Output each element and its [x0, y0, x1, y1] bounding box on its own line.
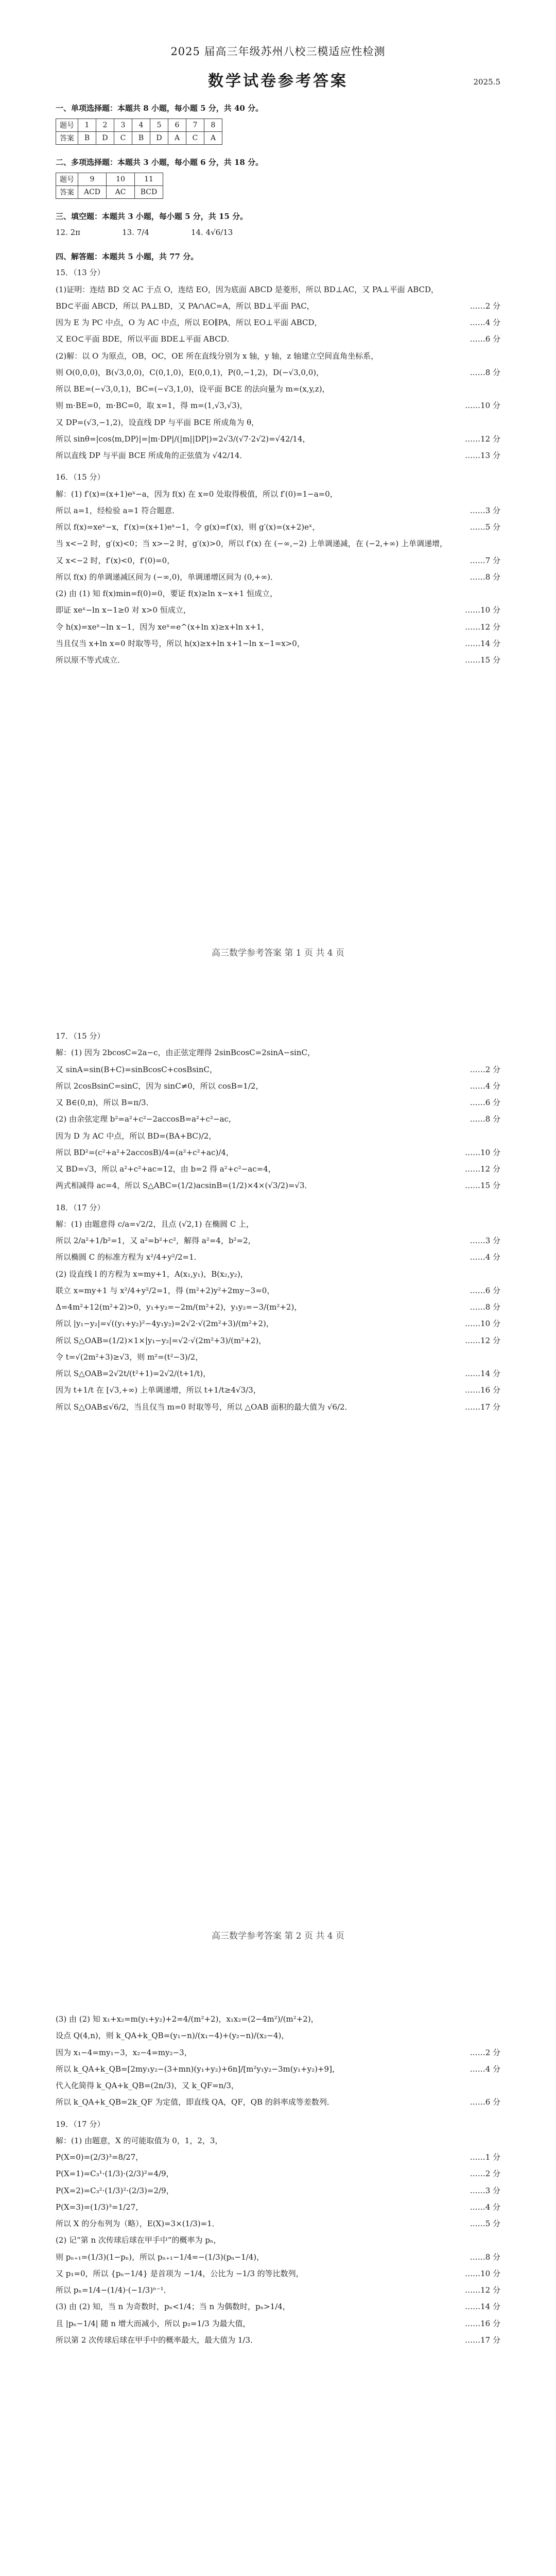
solution-text: 所以 BD²=(c²+a²+2accosB)/4=(a²+c²+ac)/4，: [56, 1147, 234, 1157]
solution-text: (3) 由 (2) 知，当 n 为奇数时，pₙ<1/4；当 n 为偶数时，pₙ>1/4，: [56, 2302, 290, 2312]
solution-line: [56, 2150, 500, 2164]
solution-text: 解：(1) 由题意得 c/a=√2/2，且点 (√2,1) 在椭圆 C 上，: [56, 1219, 254, 1229]
solution-text: 所以 f(x)=xeˣ−x，f′(x)=(x+1)eˣ−1，令 g(x)=f′(x)，则 g′(x)=(x+2)eˣ，: [56, 522, 320, 532]
page-2-content: [56, 983, 500, 1414]
solution-line: [56, 316, 500, 329]
solution-text: P(X=2)=C₃²·(1/3)²·(2/3)=2/9，: [56, 2185, 174, 2195]
solution-text: 所以 2cosBsinC=sinC，因为 sinC≠0，所以 cosB=1/2，: [56, 1081, 264, 1091]
table-cell: A: [168, 132, 186, 145]
score-marker: ……6 分: [470, 334, 500, 344]
section-1-answer-table: [56, 118, 222, 145]
score-marker: ……12 分: [465, 434, 500, 444]
solution-line: [56, 283, 500, 296]
table-cell: 6: [168, 119, 186, 132]
solution-text: 又 sinA=sin(B+C)=sinBcosC+cosBsinC，: [56, 1064, 217, 1074]
solution-text: 所以 k_QA+k_QB=2k_QF 为定值，即直线 QA，QF，QB 的斜率成等差数列．: [56, 2097, 335, 2107]
solution-line: [56, 520, 500, 534]
solution-line: [56, 1250, 500, 1264]
solution-line: [56, 332, 500, 346]
score-marker: ……15 分: [465, 655, 500, 665]
score-marker: ……8 分: [470, 367, 500, 377]
solution-line: [56, 2333, 500, 2347]
solution-text: 所以椭圆 C 的标准方程为 x²/4+y²/2=1．: [56, 1252, 202, 1262]
solution-text: 所以 S△OAB=(1/2)×1×|y₁−y₂|=√2·√(2m²+3)/(m²+2)，: [56, 1335, 267, 1345]
solution-text: 设点 Q(4,n)，则 k_QA+k_QB=(y₁−n)/(x₁−4)+(y₂−n)/(x₂−4)，: [56, 2031, 289, 2041]
solution-line: [56, 2109, 500, 2114]
solution-line: [56, 504, 500, 517]
solution-line: [56, 1367, 500, 1380]
solution-text: 所以第 2 次传球后球在甲手中的概率最大，最大值为 1/3．: [56, 2335, 258, 2345]
solution-text: 解：(1) 因为 2bcosC=2a−c，由正弦定理得 2sinBcosC=2sinA−sinC，: [56, 1048, 315, 1058]
table-cell: 答案: [56, 186, 78, 199]
table-cell: 7: [186, 119, 204, 132]
solution-text: Δ=4m²+12(m²+2)>0，y₁+y₂=−2m/(m²+2)，y₁y₂=−3/(m²+2)，: [56, 1302, 302, 1312]
score-marker: ……4 分: [470, 2064, 500, 2074]
section-2-header-row: [56, 173, 163, 186]
document-header: [56, 43, 500, 91]
score-marker: ……12 分: [465, 1164, 500, 1174]
score-marker: ……12 分: [465, 2285, 500, 2295]
solution-text: P(X=3)=(1/3)³=1/27，: [56, 2202, 144, 2212]
page-2: [0, 983, 556, 1962]
solution-line: [56, 554, 500, 567]
score-marker: ……2 分: [470, 301, 500, 311]
solution-line: [56, 382, 500, 396]
score-marker: ……10 分: [465, 1147, 500, 1157]
score-marker: ……7 分: [470, 555, 500, 565]
score-marker: ……2 分: [470, 2169, 500, 2179]
solution-text: 所以 pₙ=1/4−(1/4)·(−1/3)ⁿ⁻¹．: [56, 2285, 171, 2295]
solution-line: [56, 1300, 500, 1314]
solution-text: 因为 x₁−4=my₁−3，x₂−4=my₂−3，: [56, 2047, 192, 2057]
solution-text: 又 EO⊂平面 BDE，所以平面 BDE⊥平面 ABCD．: [56, 334, 235, 344]
score-marker: ……10 分: [465, 605, 500, 615]
table-cell: 5: [150, 119, 168, 132]
score-marker: ……13 分: [465, 451, 500, 460]
score-marker: ……14 分: [465, 638, 500, 648]
solution-line: [56, 653, 500, 667]
score-marker: ……4 分: [470, 318, 500, 327]
table-cell: 2: [96, 119, 114, 132]
solution-text: (2) 记“第 n 次传球后球在甲手中”的概率为 pₙ，: [56, 2235, 221, 2245]
solution-line: [56, 1096, 500, 1109]
solution-text: 所以 f(x) 的单调递减区间为 (−∞,0)，单调递增区间为 (0,+∞)．: [56, 572, 278, 582]
solution-line: [56, 1400, 500, 1414]
table-cell: D: [150, 132, 168, 145]
table-cell: 8: [204, 119, 222, 132]
solution-line: [56, 1129, 500, 1143]
table-cell: D: [96, 132, 114, 145]
solution-line: [56, 537, 500, 550]
solution-text: 所以 k_QA+k_QB=[2my₁y₂−(3+mn)(y₁+y₂)+6n]/[m²y₁y₂−3m(y₁+y₂)+9]，: [56, 2064, 340, 2074]
solution-text: 则 m·BE=0，m·BC=0，取 x=1，得 m=(1,√3,√3)，: [56, 401, 248, 411]
solution-line: [56, 1029, 500, 1043]
solution-text: 因为 E 为 PC 中点，O 为 AC 中点，所以 EO∥PA，所以 EO⊥平面 ABCD，: [56, 318, 322, 327]
solution-line: [56, 1079, 500, 1093]
table-cell: 题号: [56, 173, 78, 186]
score-marker: ……15 分: [465, 1181, 500, 1191]
document-title: 2025 届高三年级苏州八校三模适应性检测: [170, 45, 386, 58]
score-marker: ……16 分: [465, 2318, 500, 2328]
solution-line: [56, 2233, 500, 2247]
solution-text: 解：(1) 由题意，X 的可能取值为 0，1，2，3，: [56, 2136, 223, 2145]
solution-text: 所以 BE=(−√3,0,1)，BC=(−√3,1,0)，设平面 BCE 的法向量为 m=(x,y,z)，: [56, 384, 330, 394]
solution-text: 因为 t+1/t 在 [√3,+∞) 上单调递增，所以 t+1/t≥4√3/3，: [56, 1385, 261, 1395]
solution-line: [56, 2134, 500, 2147]
solution-line: [56, 1317, 500, 1330]
solution-line: [56, 620, 500, 634]
solution-text: 解：(1) f′(x)=(x+1)eˣ−a，因为 f(x) 在 x=0 处取得极值，所以 f′(0)=1−a=0，: [56, 489, 338, 499]
page-footer: 高三数学参考答案 第 2 页 共 4 页: [211, 1931, 345, 1941]
solution-text: 则 O(0,0,0)，B(√3,0,0)，C(0,1,0)，E(0,0,1)，P(0,−1,2)，D(−√3,0,0)，: [56, 367, 324, 377]
table-cell: ACD: [78, 186, 107, 199]
score-marker: ……8 分: [470, 1302, 500, 1312]
solution-line: [56, 570, 500, 584]
table-cell: 11: [135, 173, 163, 186]
solution-text: (2) 由 (1) 知 f(x)min=f(0)=0，要证 f(x)≥ln x−x+1 恒成立，: [56, 589, 278, 598]
solution-line: [56, 2283, 500, 2297]
section-2-answer-table: [56, 173, 163, 199]
solution-text: 所以原不等式成立．: [56, 655, 126, 665]
solution-line: [56, 2046, 500, 2059]
solution-text: 且 |pₙ−1/4| 随 n 增大而减小，所以 p₂=1/3 为最大值，: [56, 2318, 251, 2328]
solution-line: [56, 416, 500, 429]
table-cell: 4: [132, 119, 150, 132]
score-marker: ……6 分: [470, 1098, 500, 1107]
score-marker: ……8 分: [470, 572, 500, 582]
page-2-body: [56, 1029, 500, 1414]
solution-line: [56, 399, 500, 412]
solution-text: 所以 S△OAB=2√2t/(t²+1)=2√2/(t+1/t)，: [56, 1369, 211, 1378]
solution-text: 又 BD=√3，所以 a²+c²+ac=12，由 b=2 得 a²+c²−ac=4，: [56, 1164, 276, 1174]
solution-line: [56, 462, 500, 467]
solution-text: 两式相减得 ac=4，所以 S△ABC=(1/2)acsinB=(1/2)×4×(√3/2)=√3．: [56, 1181, 312, 1191]
score-marker: ……1 分: [470, 2153, 500, 2162]
table-cell: 3: [114, 119, 132, 132]
document-date: 2025.5: [473, 77, 500, 87]
table-cell: B: [78, 132, 96, 145]
solution-line: [56, 1112, 500, 1126]
table-cell: 答案: [56, 132, 78, 145]
table-cell: 9: [78, 173, 107, 186]
solution-line: [56, 2300, 500, 2313]
table-cell: AC: [107, 186, 135, 199]
solution-line: [56, 2217, 500, 2230]
solution-line: [56, 2117, 500, 2131]
score-marker: ……3 分: [470, 505, 500, 515]
page-1-content: [56, 0, 500, 667]
solution-text: 所以 X 的分布列为（略），E(X)=3×(1/3)=1．: [56, 2219, 220, 2228]
section-1-title: 一、单项选择题：本题共 8 小题，每小题 5 分，共 40 分。: [56, 104, 264, 113]
solution-line: [56, 349, 500, 363]
page-3: [0, 1966, 556, 2576]
score-marker: ……17 分: [465, 2335, 500, 2345]
solution-line: [56, 1383, 500, 1397]
solution-text: 则 pₙ₊₁=(1/3)(1−pₙ)，所以 pₙ₊₁−1/4=−(1/3)(pₙ−1/4)，: [56, 2252, 265, 2262]
solution-line: [56, 1234, 500, 1247]
solution-line: [56, 1179, 500, 1192]
solution-text: 令 h(x)=xeˣ−ln x−1，因为 xeˣ=e^(x+ln x)≥x+ln x+1，: [56, 622, 269, 632]
solution-text: (2)解：以 O 为原点，OB，OC，OE 所在直线分别为 x 轴，y 轴，z 轴建立空间直角坐标系，: [56, 351, 379, 361]
table-cell: 1: [78, 119, 96, 132]
score-marker: ……10 分: [465, 401, 500, 411]
solution-line: [56, 432, 500, 446]
solution-text: 所以 sinθ=|cos⟨m,DP⟩|=|m·DP|/(|m||DP|)=2√3/(√7·2√2)=√42/14，: [56, 434, 310, 444]
score-marker: ……5 分: [470, 2219, 500, 2228]
score-marker: ……10 分: [465, 1319, 500, 1329]
table-cell: BCD: [135, 186, 163, 199]
solution-line: [56, 603, 500, 617]
solution-text: 所以 2/a²+1/b²=1，又 a²=b²+c²，解得 a²=4，b²=2，: [56, 1236, 256, 1245]
solution-line: [56, 1334, 500, 1347]
solution-text: 当 x<−2 时，g′(x)<0；当 x>−2 时，g′(x)>0，所以 f′(x) 在 (−∞,−2) 上单调递减，在 (−2,+∞) 上单调递增，: [56, 539, 447, 549]
solution-text: 所以 S△OAB≤√6/2，当且仅当 m=0 时取等号，所以 △OAB 面积的最大值为 √6/2．: [56, 1402, 353, 1412]
score-marker: ……4 分: [470, 2202, 500, 2212]
table-cell: 10: [107, 173, 135, 186]
solution-text: 又 p₁=0，所以 {pₙ−1/4} 是首项为 −1/4，公比为 −1/3 的等比数列，: [56, 2268, 304, 2278]
score-marker: ……4 分: [470, 1252, 500, 1262]
score-marker: ……2 分: [470, 2047, 500, 2057]
solution-text: 所以直线 DP 与平面 BCE 所成角的正弦值为 √42/14．: [56, 451, 248, 460]
solution-text: 因为 D 为 AC 中点，所以 BD=(BA+BC)/2，: [56, 1131, 217, 1141]
page-3-body: [56, 2012, 500, 2347]
solution-text: BD⊂平面 ABCD，所以 PA⊥BD，又 PA∩AC=A，所以 BD⊥平面 PAC，: [56, 301, 315, 311]
solution-line: [56, 587, 500, 600]
document-subtitle: 数学试卷参考答案: [208, 72, 348, 90]
solution-line: [56, 2200, 500, 2214]
solution-text: P(X=1)=C₃¹·(1/3)·(2/3)²=4/9，: [56, 2169, 174, 2179]
solution-text: 联立 x=my+1 与 x²/4+y²/2=1，得 (m²+2)y²+2my−3=0，: [56, 1285, 275, 1295]
solution-text: 又 B∈(0,π)，所以 B=π/3．: [56, 1098, 154, 1107]
score-marker: ……6 分: [470, 1285, 500, 1295]
solution-text: P(X=0)=(2/3)³=8/27，: [56, 2153, 144, 2162]
score-marker: ……8 分: [470, 2252, 500, 2262]
solution-line: [56, 1046, 500, 1059]
solution-line: [56, 266, 500, 279]
solution-line: [56, 1267, 500, 1281]
solution-line: [56, 2250, 500, 2264]
solution-line: [56, 470, 500, 484]
table-cell: B: [132, 132, 150, 145]
page-1: [0, 0, 556, 979]
solution-text: 即证 xeˣ−ln x−1≥0 对 x>0 恒成立，: [56, 605, 191, 615]
score-marker: ……10 分: [465, 2268, 500, 2278]
solution-line: [56, 487, 500, 501]
table-cell: A: [204, 132, 222, 145]
solution-line: [56, 637, 500, 650]
score-marker: ……12 分: [465, 1335, 500, 1345]
solution-line: [56, 2095, 500, 2109]
score-marker: ……2 分: [470, 1064, 500, 1074]
solution-text: 又 DP=(√3,−1,2)，设直线 DP 与平面 BCE 所成角为 θ，: [56, 417, 259, 427]
solution-text: 17．（15 分）: [56, 1031, 105, 1041]
solution-line: [56, 1146, 500, 1159]
score-marker: ……17 分: [465, 1402, 500, 1412]
solution-line: [56, 2184, 500, 2197]
solution-line: [56, 1193, 500, 1198]
solution-line: [56, 1284, 500, 1297]
solution-line: [56, 2317, 500, 2330]
table-cell: C: [114, 132, 132, 145]
section-3-title: 三、填空题：本题共 3 小题，每小题 5 分，共 15 分。: [56, 212, 248, 221]
solution-line: [56, 1201, 500, 1214]
page-footer: 高三数学参考答案 第 1 页 共 4 页: [211, 948, 345, 958]
solution-text: 所以 |y₁−y₂|=√((y₁+y₂)²−4y₁y₂)=2√2·√(2m²+3)/(m²+2)，: [56, 1319, 274, 1329]
score-marker: ……16 分: [465, 1385, 500, 1395]
table-cell: 题号: [56, 119, 78, 132]
solution-text: (2) 由余弦定理 b²=a²+c²−2accosB=a²+c²−ac，: [56, 1114, 236, 1124]
section-1-header-row: [56, 119, 222, 132]
solution-line: [56, 1063, 500, 1076]
solution-text: 又 x<−2 时，f′(x)<0，f′(0)=0，: [56, 555, 175, 565]
page-3-content: [56, 1966, 500, 2347]
solution-line: [56, 1217, 500, 1231]
solution-text: 15．（13 分）: [56, 268, 105, 278]
section-1-answer-row: [56, 132, 222, 145]
solution-line: [56, 1162, 500, 1176]
page-1-body: [56, 266, 500, 667]
score-marker: ……12 分: [465, 622, 500, 632]
solution-text: 令 t=√(2m²+3)≥√3，则 m²=(t²−3)/2，: [56, 1352, 203, 1362]
solution-text: 18．（17 分）: [56, 1202, 105, 1212]
solution-line: [56, 2267, 500, 2280]
solution-text: 代入化简得 k_QA+k_QB=(2n/3)，又 k_QF=n/3，: [56, 2081, 239, 2090]
score-marker: ……6 分: [470, 2097, 500, 2107]
solution-text: 16．（15 分）: [56, 472, 105, 482]
solution-line: [56, 366, 500, 379]
section-3-answers: 12. 2π 13. 7/4 14. 4√6/13: [56, 228, 233, 237]
score-marker: ……14 分: [465, 1369, 500, 1378]
solution-line: [56, 2062, 500, 2076]
score-marker: ……8 分: [470, 1114, 500, 1124]
solution-text: 所以 a=1，经检验 a=1 符合题意．: [56, 505, 180, 515]
section-4-title: 四、解答题：本题共 5 小题，共 77 分。: [56, 252, 199, 262]
section-2-answer-row: [56, 186, 163, 199]
score-marker: ……5 分: [470, 522, 500, 532]
solution-line: [56, 2012, 500, 2026]
solution-line: [56, 449, 500, 462]
solution-text: 19．（17 分）: [56, 2119, 105, 2129]
score-marker: ……3 分: [470, 1236, 500, 1245]
solution-text: (3) 由 (2) 知 x₁+x₂=m(y₁+y₂)+2=4/(m²+2)，x₁x₂=(2−4m²)/(m²+2)，: [56, 2014, 319, 2024]
solution-line: [56, 1350, 500, 1364]
solution-text: 当且仅当 x+ln x=0 时取等号，所以 h(x)≥x+ln x+1−ln x−1=x>0，: [56, 638, 305, 648]
solution-text: (1)证明：连结 BD 交 AC 于点 O，连结 EO，因为底面 ABCD 是菱形，所以 BD⊥AC，又 PA⊥平面 ABCD，: [56, 284, 439, 294]
section-2-title: 二、多项选择题：本题共 3 小题，每小题 6 分，共 18 分。: [56, 158, 264, 167]
solution-line: [56, 2167, 500, 2180]
solution-line: [56, 299, 500, 313]
table-cell: C: [186, 132, 204, 145]
score-marker: ……14 分: [465, 2302, 500, 2312]
solution-line: [56, 2029, 500, 2042]
score-marker: ……4 分: [470, 1081, 500, 1091]
solution-line: [56, 2079, 500, 2092]
solution-text: (2) 设直线 l 的方程为 x=my+1，A(x₁,y₁)，B(x₂,y₂)，: [56, 1269, 248, 1279]
score-marker: ……3 分: [470, 2185, 500, 2195]
